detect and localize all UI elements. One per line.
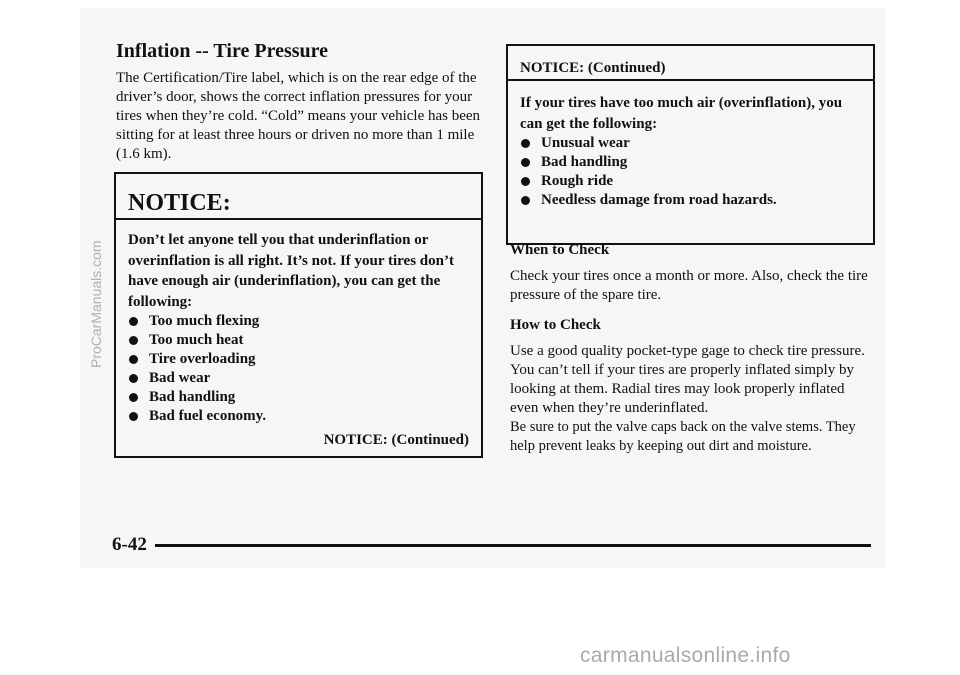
bullet-dot-icon: [129, 317, 138, 326]
when-to-check-text: Check your tires once a month or more. Also, check the tire pressure of the spare tire.: [510, 268, 868, 303]
how-to-check-text: Use a good quality pocket-type gage to check tire pressure. You can’t tell if your tires are properly inflated simply by looking at them. Radial tires may look properly inflated even when they’re underinflated.: [510, 343, 865, 416]
side-watermark: ProCarManuals.com: [88, 240, 104, 368]
notice-body: [116, 220, 481, 451]
notice-continued-label: NOTICE: (Continued): [323, 432, 469, 448]
bullet-text: Bad wear: [149, 370, 211, 386]
bullet-item: [520, 172, 861, 191]
bullet-dot-icon: [521, 177, 530, 186]
bullet-text: Too much heat: [149, 332, 244, 348]
bullet-item: [520, 134, 861, 153]
bullet-dot-icon: [129, 336, 138, 345]
bullet-item: [128, 388, 469, 407]
bullet-text: Unusual wear: [541, 135, 630, 151]
bullet-dot-icon: [129, 412, 138, 421]
notice-box-overinflation: [506, 44, 875, 245]
notice-body: [508, 81, 873, 210]
section-title: Inflation -- Tire Pressure: [116, 40, 329, 62]
notice-text: Don’t let anyone tell you that underinflation or overinflation is all right. It’s not. If your tires don’t have enough air (underinflation), you can get the following:: [128, 232, 454, 310]
page-number: 6-42: [112, 534, 147, 555]
bullet-dot-icon: [521, 196, 530, 205]
bullet-item: [128, 369, 469, 388]
bullet-dot-icon: [129, 355, 138, 364]
bullet-text: Tire overloading: [149, 351, 256, 367]
bullet-item: [520, 153, 861, 172]
footer-rule: [155, 544, 871, 547]
bullet-text: Rough ride: [541, 173, 614, 189]
bullet-text: Bad handling: [149, 389, 236, 405]
when-to-check-heading: When to Check: [510, 242, 610, 258]
bullet-dot-icon: [521, 139, 530, 148]
bullet-item: [128, 331, 469, 350]
bullet-item: [520, 191, 861, 210]
bullet-text: Bad fuel economy.: [149, 408, 267, 424]
bullet-text: Too much flexing: [149, 313, 260, 329]
bullet-dot-icon: [521, 158, 530, 167]
notice-bullet-list: [128, 312, 469, 426]
bullet-dot-icon: [129, 374, 138, 383]
notice-bullet-list: [520, 134, 861, 210]
bullet-text: Bad handling: [541, 154, 628, 170]
how-to-check-heading: How to Check: [510, 317, 601, 333]
notice-text: If your tires have too much air (overinflation), you can get the following:: [520, 95, 843, 132]
bullet-text: Needless damage from road hazards.: [541, 192, 777, 208]
valve-caps-text: Be sure to put the valve caps back on the valve stems. They help prevent leaks by keeping out dirt and moisture.: [510, 419, 856, 454]
notice-header: NOTICE:: [116, 174, 481, 220]
notice-continued-header: NOTICE: (Continued): [508, 46, 873, 81]
bullet-item: [128, 407, 469, 426]
intro-paragraph: The Certification/Tire label, which is on the rear edge of the driver’s door, shows the correct inflation pressures for your tires when they’re cold. “Cold” means your vehicle has been sitting for at least three hours or driven no more than 1 mile (1.6 km).: [116, 70, 481, 162]
notice-box-underinflation: [114, 172, 483, 458]
bullet-item: [128, 312, 469, 331]
bullet-dot-icon: [129, 393, 138, 402]
bottom-watermark: carmanualsonline.info: [580, 644, 791, 667]
bullet-item: [128, 350, 469, 369]
